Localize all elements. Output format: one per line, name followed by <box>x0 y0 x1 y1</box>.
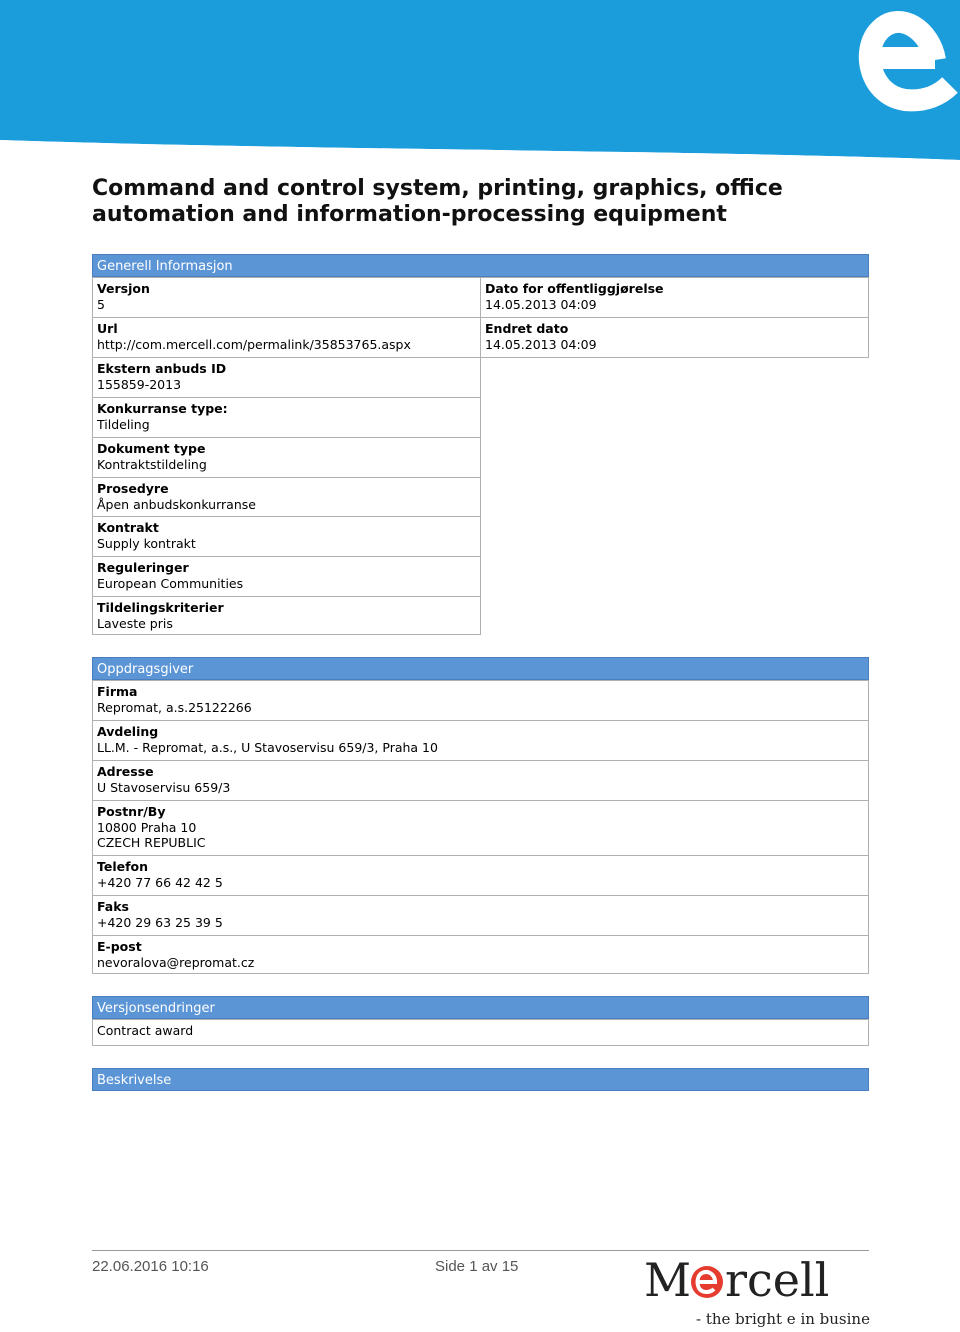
field-value: Kontraktstildeling <box>97 456 207 472</box>
field-value: 155859-2013 <box>97 376 182 392</box>
field-regulations <box>92 556 481 597</box>
footer-divider <box>92 1250 869 1251</box>
field-label: Prosedyre <box>97 481 169 496</box>
field-value: LL.M. - Repromat, a.s., U Stavoservisu 659/3, Praha 10 <box>97 739 438 755</box>
logo-letter-m: M <box>644 1253 692 1307</box>
field-label: Firma <box>97 684 138 699</box>
field-label: Telefon <box>97 859 149 874</box>
client-fax <box>92 895 869 936</box>
field-url <box>92 317 481 358</box>
url-link[interactable]: http://com.mercell.com/permalink/35853765.aspx <box>97 336 411 352</box>
section-header-description: Beskrivelse <box>92 1068 869 1091</box>
field-label: Versjon <box>97 281 150 296</box>
field-label: Reguleringer <box>97 560 189 575</box>
field-procedure <box>92 477 481 518</box>
field-award-criteria <box>92 596 481 635</box>
field-label: Postnr/By <box>97 804 166 819</box>
field-value: Tildeling <box>97 416 150 432</box>
field-value: Repromat, a.s.25122266 <box>97 699 252 715</box>
field-document-type <box>92 437 481 478</box>
logo-letters-rcell: rcell <box>725 1253 830 1307</box>
field-version <box>92 277 481 318</box>
logo-tagline: - the bright e in business <box>696 1310 870 1328</box>
version-change-row <box>92 1019 869 1046</box>
field-value: Åpen anbudskonkurranse <box>97 496 256 512</box>
email-link[interactable]: nevoralova@repromat.cz <box>97 954 255 970</box>
field-competition-type <box>92 397 481 438</box>
field-value: 14.05.2013 04:09 <box>485 336 597 352</box>
field-label: Tildelingskriterier <box>97 600 224 615</box>
field-value: 14.05.2013 04:09 <box>485 296 597 312</box>
top-banner <box>0 0 960 160</box>
client-department <box>92 720 869 761</box>
field-value: 5 <box>97 296 105 312</box>
client-address <box>92 760 869 801</box>
footer-timestamp: 22.06.2016 10:16 <box>92 1258 209 1275</box>
field-value: +420 29 63 25 39 5 <box>97 914 223 930</box>
field-value: Contract award <box>97 1023 194 1038</box>
field-label: E-post <box>97 939 142 954</box>
field-value: Laveste pris <box>97 615 173 631</box>
field-label: Url <box>97 321 118 336</box>
client-phone <box>92 855 869 896</box>
field-publication-date <box>480 277 869 318</box>
field-value: +420 77 66 42 42 5 <box>97 874 223 890</box>
field-value: European Communities <box>97 575 244 591</box>
field-label: Dato for offentliggjørelse <box>485 281 664 296</box>
field-changed-date <box>480 317 869 358</box>
field-label: Endret dato <box>485 321 569 336</box>
mercell-logo <box>640 1252 870 1328</box>
section-header-client: Oppdragsgiver <box>92 657 869 680</box>
banner-graphic <box>0 0 960 160</box>
field-label: Dokument type <box>97 441 206 456</box>
client-company <box>92 680 869 721</box>
field-label: Adresse <box>97 764 154 779</box>
field-label: Kontrakt <box>97 520 159 535</box>
field-value-country: CZECH REPUBLIC <box>97 835 206 850</box>
client-email <box>92 935 869 974</box>
field-label: Faks <box>97 899 129 914</box>
field-value: Supply kontrakt <box>97 535 196 551</box>
section-header-versions: Versjonsendringer <box>92 996 869 1019</box>
field-external-id <box>92 357 481 398</box>
section-header-general: Generell Informasjon <box>92 254 869 277</box>
field-label: Ekstern anbuds ID <box>97 361 227 376</box>
field-value: 10800 Praha 10 <box>97 819 197 835</box>
field-value: U Stavoservisu 659/3 <box>97 779 231 795</box>
page-title: Command and control system, printing, graphics, office automation and information-processing equipment <box>92 176 783 227</box>
field-contract <box>92 516 481 557</box>
field-label: Avdeling <box>97 724 159 739</box>
client-postal-city <box>92 800 869 856</box>
footer-page-number: Side 1 av 15 <box>435 1258 519 1275</box>
field-label: Konkurranse type: <box>97 401 228 416</box>
